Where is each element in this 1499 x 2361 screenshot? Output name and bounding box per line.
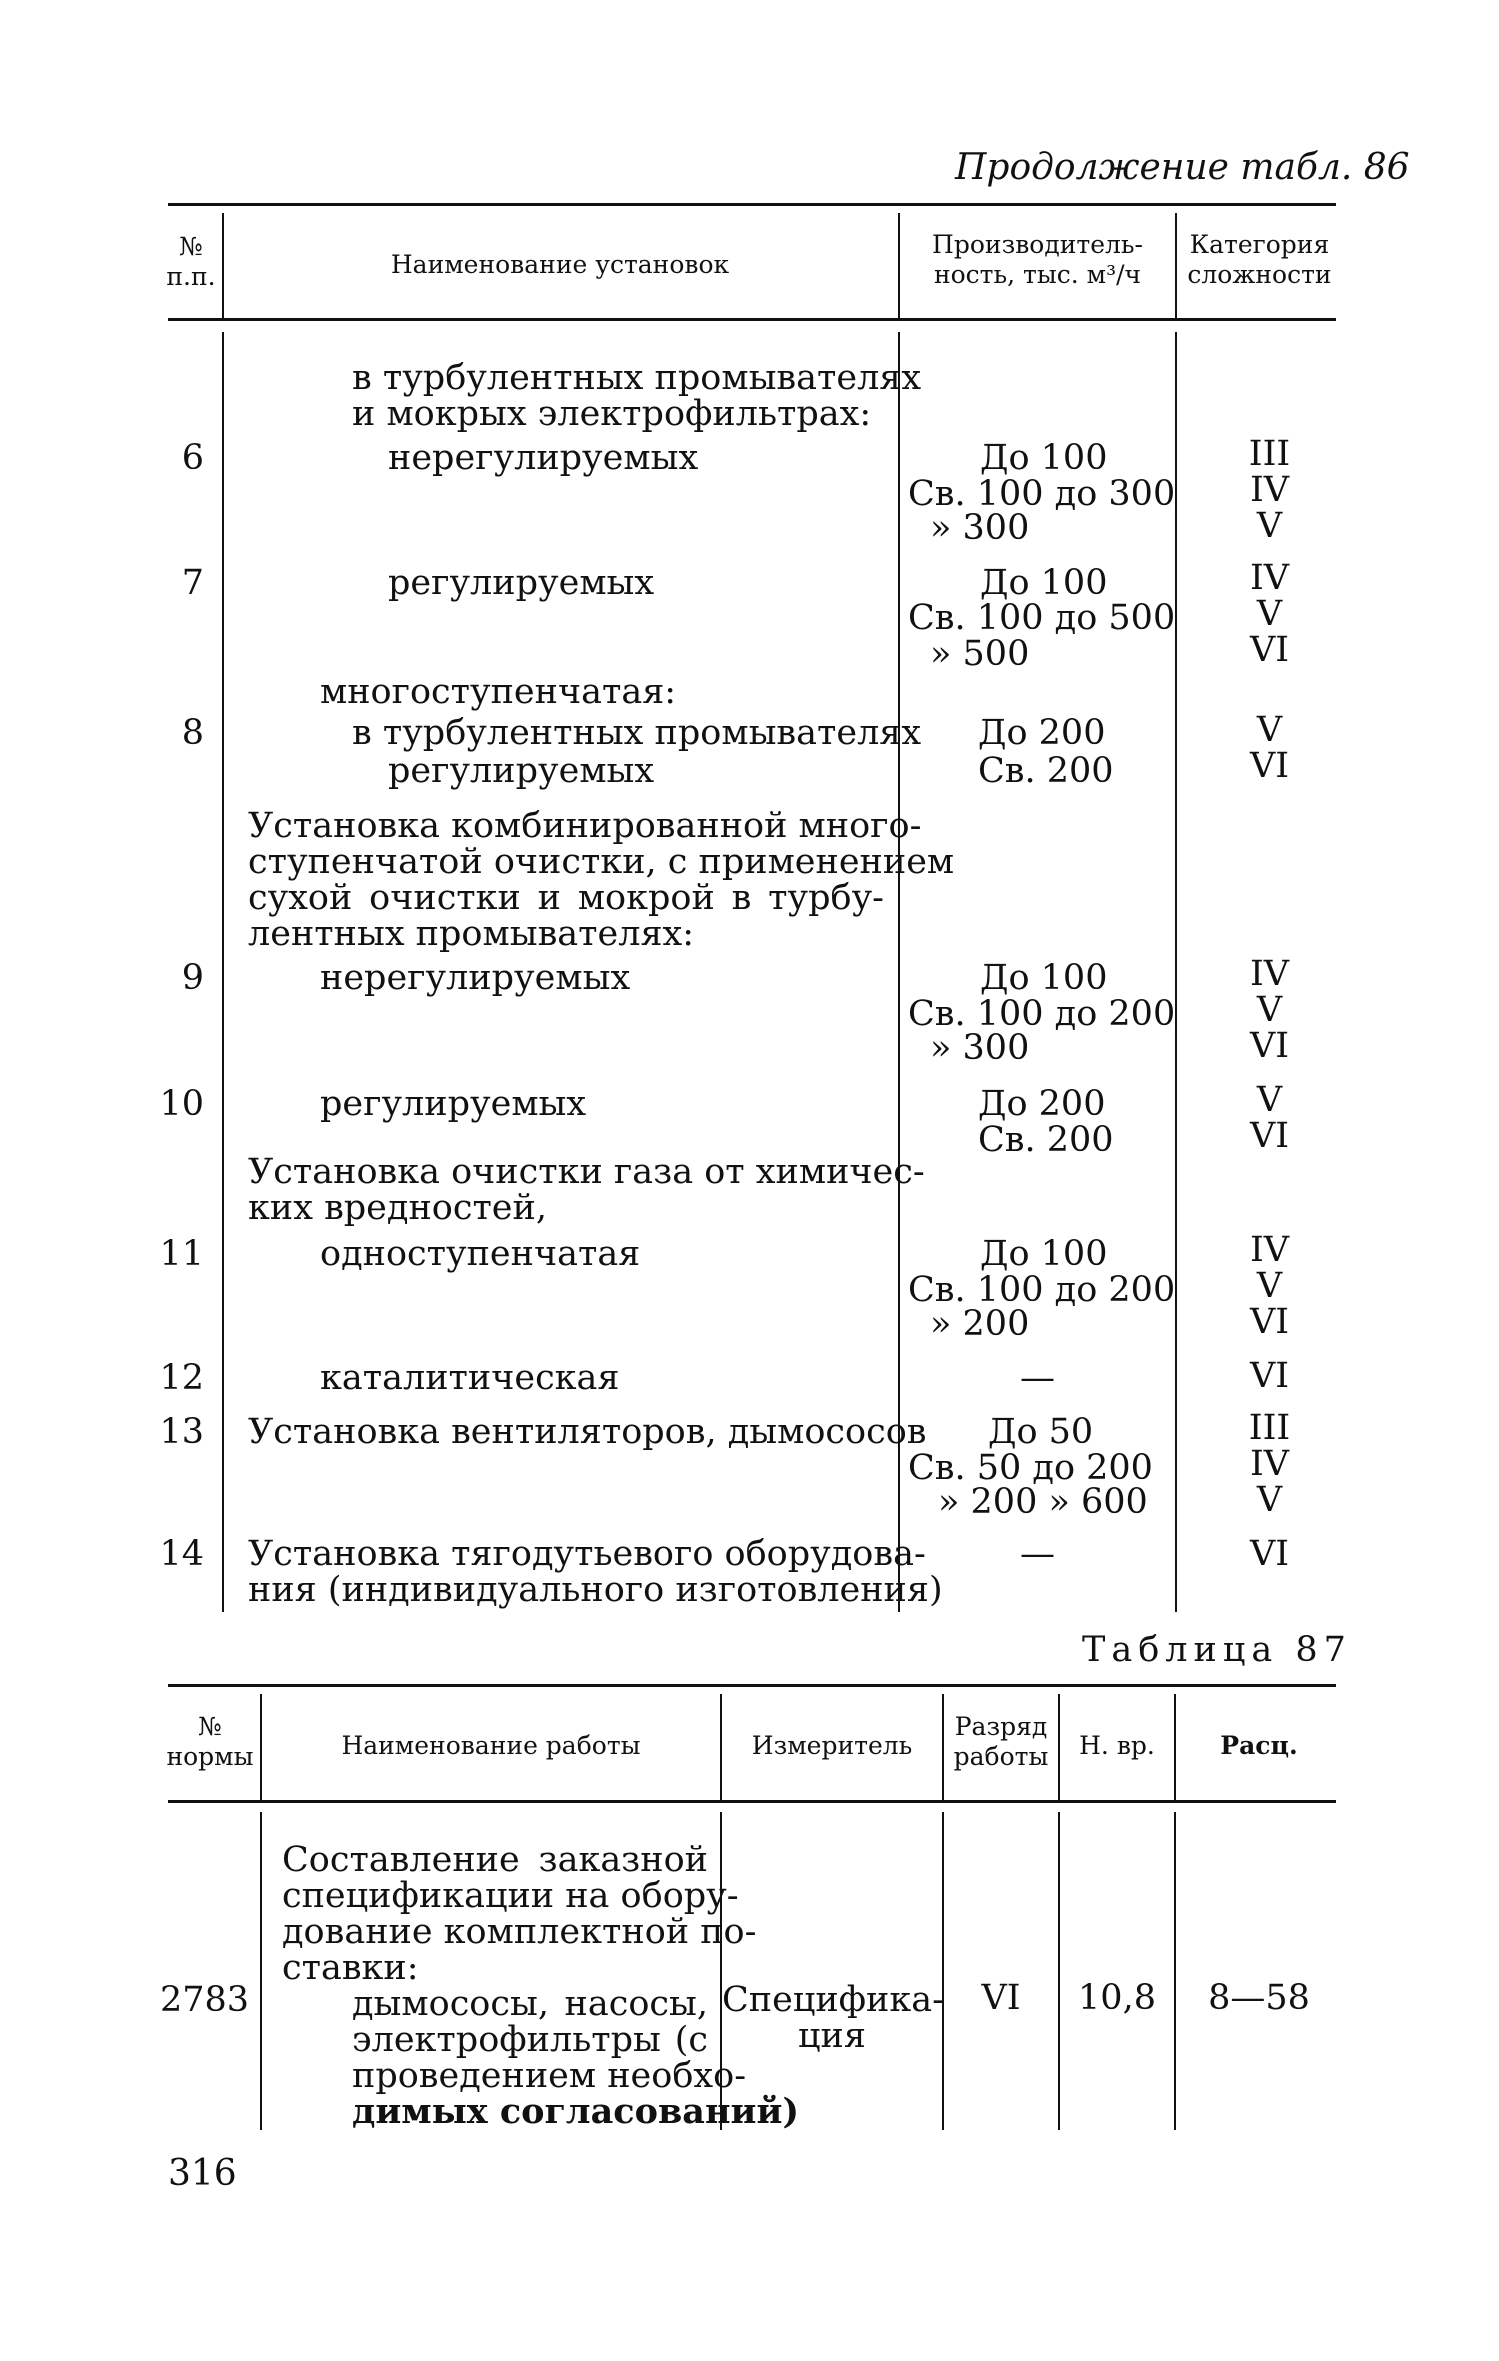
category-value: IV <box>1249 558 1290 598</box>
desc-line: нерегулируемых <box>388 438 699 478</box>
capacity-value: » 300 <box>930 508 1030 548</box>
desc-line: в турбулентных промывателях <box>352 713 922 753</box>
capacity-dash: — <box>1020 1534 1055 1574</box>
category-value: V <box>1256 710 1283 750</box>
row-number: 10 <box>159 1084 204 1124</box>
capacity-value: » 200 <box>930 1304 1030 1344</box>
table87-header-unit: Измеритель <box>751 1731 913 1760</box>
capacity-value: До 100 <box>980 958 1108 998</box>
category-value: VI <box>1249 1302 1290 1342</box>
row-number: 13 <box>159 1412 204 1452</box>
desc-line: нерегулируемых <box>320 958 631 998</box>
category-value: IV <box>1249 470 1290 510</box>
page-number: 316 <box>168 2153 237 2194</box>
table86-header-name: Наименование установок <box>390 250 730 279</box>
capacity-value: » 500 <box>930 634 1030 674</box>
capacity-value: Св. 100 до 500 <box>908 598 1176 638</box>
category-value: VI <box>1249 1356 1290 1396</box>
table87-body-divider-1 <box>260 1812 262 2130</box>
category-value: V <box>1256 506 1283 546</box>
work-line: спецификации на обору- <box>282 1876 739 1916</box>
category-value: V <box>1256 594 1283 634</box>
row-number: 12 <box>159 1358 204 1398</box>
row-number: 8 <box>181 713 204 753</box>
capacity-value: Св. 100 до 200 <box>908 994 1176 1034</box>
work-line: дование комплектной по- <box>282 1912 757 1952</box>
capacity-value: До 200 <box>978 713 1106 753</box>
table86-body-divider-1 <box>222 332 224 1612</box>
desc-line: Установка очистки газа от химичес- <box>248 1152 925 1192</box>
rate-value: 8—58 <box>1208 1978 1310 2018</box>
capacity-value: Св. 200 <box>978 751 1114 791</box>
row-number: 6 <box>181 438 204 478</box>
work-line: дымососы, насосы, <box>352 1984 708 2024</box>
desc-line: регулируемых <box>388 751 655 791</box>
category-value: V <box>1256 1480 1283 1520</box>
table86-header-category: Категория сложности <box>1187 230 1332 289</box>
table87-caption: Таблица 87 <box>1082 1630 1352 1670</box>
row-number: 14 <box>159 1534 204 1574</box>
category-value: IV <box>1249 954 1290 994</box>
capacity-value: Св. 100 до 300 <box>908 474 1176 514</box>
table87-header-work: Наименование работы <box>341 1731 641 1760</box>
category-value: V <box>1256 1266 1283 1306</box>
row-number: 7 <box>181 563 204 603</box>
table87-body-divider-5 <box>1174 1812 1176 2130</box>
desc-line: регулируемых <box>320 1084 587 1124</box>
category-value: V <box>1256 1080 1283 1120</box>
table86-header-capacity: Производитель- ность, тыс. м³/ч <box>932 230 1143 289</box>
capacity-value: До 100 <box>980 563 1108 603</box>
unit-line: ция <box>798 2016 866 2056</box>
norm-number: 2783 <box>160 1980 250 2020</box>
capacity-dash: — <box>1020 1358 1055 1398</box>
grade-value: VI <box>981 1978 1021 2018</box>
category-value: IV <box>1249 1444 1290 1484</box>
table87-header-time: Н. вр. <box>1079 1731 1155 1760</box>
capacity-value: До 100 <box>980 1234 1108 1274</box>
capacity-value: » 300 <box>930 1028 1030 1068</box>
work-line: димых согласований) <box>352 2091 800 2132</box>
desc-line: регулируемых <box>388 563 655 603</box>
category-value: VI <box>1249 1026 1290 1066</box>
category-value: III <box>1248 1408 1291 1448</box>
work-line: электрофильтры (с <box>352 2020 708 2060</box>
table86-top-rule <box>168 203 1336 206</box>
desc-line: каталитическая <box>320 1358 620 1398</box>
table87-body-divider-3 <box>942 1812 944 2130</box>
table86-header-rule <box>168 318 1336 321</box>
desc-line: ких вредностей, <box>248 1188 547 1228</box>
capacity-value: До 100 <box>980 438 1108 478</box>
unit-line: Специфика- <box>722 1980 944 2020</box>
category-value: VI <box>1249 630 1290 670</box>
desc-line: многоступенчатая: <box>320 672 677 712</box>
row-number: 9 <box>181 958 204 998</box>
desc-line: и мокрых электрофильтрах: <box>352 394 872 434</box>
row-number: 11 <box>159 1234 204 1274</box>
time-value: 10,8 <box>1078 1978 1156 2018</box>
desc-line: ния (индивидуального изготовления) <box>248 1570 943 1610</box>
desc-line: одноступенчатая <box>320 1234 641 1274</box>
desc-line: Установка тягодутьевого оборудова- <box>248 1534 926 1574</box>
category-value: III <box>1248 434 1291 474</box>
table87-header-norm: № нормы <box>166 1712 254 1771</box>
desc-line: сухой очистки и мокрой в турбу- <box>248 878 884 918</box>
table87-body-divider-4 <box>1058 1812 1060 2130</box>
category-value: VI <box>1249 1534 1290 1574</box>
category-value: V <box>1256 990 1283 1030</box>
desc-line: в турбулентных промывателях <box>352 358 922 398</box>
table86-caption: Продолжение табл. 86 <box>955 147 1410 188</box>
category-value: VI <box>1249 746 1290 786</box>
desc-line: ступенчатой очистки, с применением <box>248 842 955 882</box>
category-value: IV <box>1249 1230 1290 1270</box>
work-line: проведением необхо- <box>352 2056 747 2096</box>
table87-header-grade: Разряд работы <box>953 1712 1049 1771</box>
capacity-value: » 200 » 600 <box>938 1482 1148 1522</box>
desc-line: Установка вентиляторов, дымососов <box>248 1412 927 1452</box>
desc-line: лентных промывателях: <box>248 914 695 954</box>
table87-header-rule <box>168 1800 1336 1803</box>
work-line: Составление заказной <box>282 1840 708 1880</box>
table87-top-rule <box>168 1684 1336 1687</box>
work-line: ставки: <box>282 1948 419 1988</box>
table86-header-number: № п.п. <box>166 232 216 291</box>
category-value: VI <box>1249 1116 1290 1156</box>
desc-line: Установка комбинированной много- <box>248 806 922 846</box>
capacity-value: Св. 100 до 200 <box>908 1270 1176 1310</box>
capacity-value: Св. 50 до 200 <box>908 1448 1153 1488</box>
capacity-value: До 50 <box>988 1412 1094 1452</box>
capacity-value: Св. 200 <box>978 1120 1114 1160</box>
table87-header-rate: Расц. <box>1220 1731 1298 1760</box>
capacity-value: До 200 <box>978 1084 1106 1124</box>
